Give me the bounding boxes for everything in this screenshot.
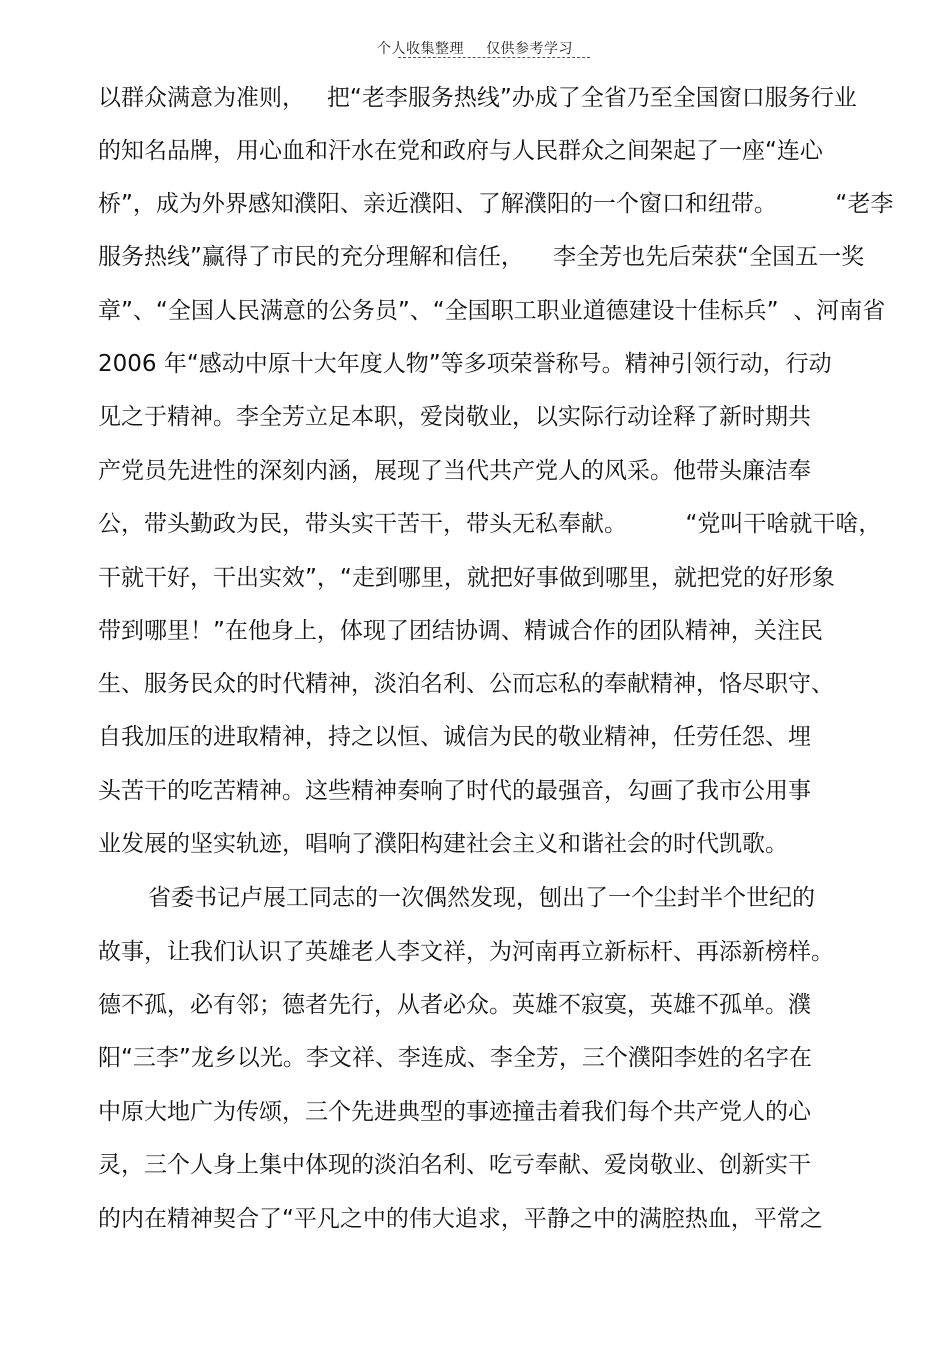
text-line: 阳“三李”龙乡以光。李文祥、李连成、李全芳，三个濮阳李姓的名字在 bbox=[98, 1045, 812, 1071]
text-line: 桥”，成为外界感知濮阳、亲近濮阳、了解濮阳的一个窗口和纽带。 “老李 bbox=[98, 191, 894, 217]
text-line: 公，带头勤政为民，带头实干苦干，带头无私奉献。 “党叫干啥就干啥， bbox=[98, 511, 882, 537]
text-line: 中原大地广为传颂，三个先进典型的事迹撞击着我们每个共产党人的心 bbox=[98, 1099, 811, 1125]
header-left-text: 个人收集整理 bbox=[377, 41, 464, 57]
text-line: 生、服务民众的时代精神，淡泊名利、公而忘私的奉献精神，恪尽职守、 bbox=[98, 671, 834, 697]
header-right-text: 仅供参考学习 bbox=[486, 41, 573, 57]
text-line: 的内在精神契合了“平凡之中的伟大追求，平静之中的满腔热血，平常之 bbox=[98, 1206, 823, 1232]
header-divider bbox=[398, 57, 590, 58]
text-line: 2006 年“感动中原十大年度人物”等多项荣誉称号。精神引领行动，行动 bbox=[98, 351, 832, 377]
text-line: 故事，让我们认识了英雄老人李文祥，为河南再立新标杆、再添新榜样。 bbox=[98, 939, 834, 965]
text-line: 的知名品牌，用心血和汗水在党和政府与人民群众之间架起了一座“连心 bbox=[98, 138, 823, 164]
text-line: 业发展的坚实轨迹，唱响了濮阳构建社会主义和谐社会的时代凯歌。 bbox=[98, 831, 788, 857]
page-header bbox=[0, 38, 950, 58]
text-line: 见之于精神。李全芳立足本职，爱岗敬业，以实际行动诠释了新时期共 bbox=[98, 404, 811, 430]
text-line: 以群众满意为准则， 把“老李服务热线”办成了全省乃至全国窗口服务行业 bbox=[98, 85, 857, 111]
text-line: 灵，三个人身上集中体现的淡泊名利、吃亏奉献、爱岗敬业、创新实干 bbox=[98, 1152, 811, 1178]
text-line: 干就干好，干出实效”，“走到哪里，就把好事做到哪里，就把党的好形象 bbox=[98, 565, 835, 591]
text-line: 自我加压的进取精神，持之以恒、诚信为民的敬业精神，任劳任怨、埋 bbox=[98, 724, 811, 750]
text-line: 产党员先进性的深刻内涵，展现了当代共产党人的风采。他带头廉洁奉 bbox=[98, 458, 811, 484]
text-line: 头苦干的吃苦精神。这些精神奏响了时代的最强音，勾画了我市公用事 bbox=[98, 778, 811, 804]
paragraph-first-line: 省委书记卢展工同志的一次偶然发现，刨出了一个尘封半个世纪的 bbox=[148, 885, 815, 911]
text-line: 带到哪里！”在他身上，体现了团结协调、精诚合作的团队精神，关注民 bbox=[98, 618, 823, 644]
text-line: 章”、“全国人民满意的公务员”、“全国职工职业道德建设十佳标兵” 、河南省 bbox=[98, 298, 886, 324]
text-line: 德不孤，必有邻；德者先行，从者必众。英雄不寂寞，英雄不孤单。濮 bbox=[98, 992, 811, 1018]
text-line: 服务热线”赢得了市民的充分理解和信任， 李全芳也先后荣获“全国五一奖 bbox=[98, 244, 865, 270]
